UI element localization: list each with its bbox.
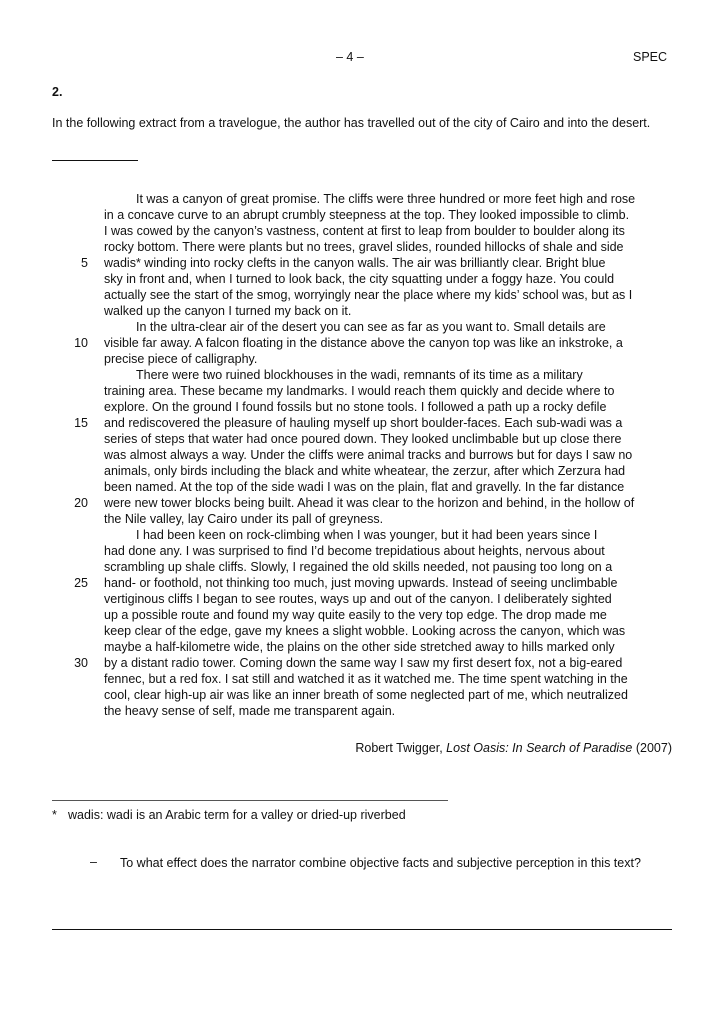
extract-line bbox=[52, 415, 682, 431]
line-text: hand- or foothold, not thinking too much, just moving upwards. Instead of seeing unclimbable bbox=[104, 576, 618, 590]
extract-line bbox=[52, 671, 682, 687]
line-number: 10 bbox=[74, 336, 88, 350]
extract-line bbox=[52, 655, 682, 671]
line-text: in a concave curve to an abrupt crumbly steepness at the top. They looked impossible to climb. bbox=[104, 208, 630, 222]
line-text: were new tower blocks being built. Ahead it was clear to the horizon and behind, in the hollow of bbox=[104, 496, 635, 510]
line-text: series of steps that water had once poured down. They looked unclimbable but up close there bbox=[104, 432, 622, 446]
extract-line bbox=[52, 527, 682, 543]
extract-line bbox=[52, 559, 682, 575]
extract-line bbox=[52, 447, 682, 463]
extract-line bbox=[52, 255, 682, 271]
line-text: been named. At the top of the side wadi I was on the plain, flat and gravelly. In the far distance bbox=[104, 480, 625, 494]
line-text: was almost always a way. Under the cliffs were animal tracks and burrows but for days I saw no bbox=[104, 448, 633, 462]
line-text: It was a canyon of great promise. The cliffs were three hundred or more feet high and rose bbox=[136, 192, 636, 206]
page-number: – 4 – bbox=[336, 50, 364, 64]
extract-line bbox=[52, 479, 682, 495]
extract-line bbox=[52, 495, 682, 511]
question-number: 2. bbox=[52, 85, 63, 99]
extract-line bbox=[52, 303, 682, 319]
line-text: visible far away. A falcon floating in the distance above the canyon top was like an inkstroke, a bbox=[104, 336, 623, 350]
extract-line bbox=[52, 511, 682, 527]
extract-line bbox=[52, 351, 682, 367]
intro-text: In the following extract from a travelogue, the author has travelled out of the city of Cairo and into the desert. bbox=[52, 116, 651, 130]
line-text: fennec, but a red fox. I sat still and watched it as it watched me. The time spent watching in the bbox=[104, 672, 628, 686]
answer-line bbox=[52, 929, 672, 930]
line-text: wadis* winding into rocky clefts in the canyon walls. The air was brilliantly clear. Bright blue bbox=[104, 256, 606, 270]
line-text: training area. These became my landmarks. I would reach them quickly and decide where to bbox=[104, 384, 615, 398]
spec-label: SPEC bbox=[633, 50, 668, 64]
footnote-divider bbox=[52, 800, 448, 801]
line-text: had done any. I was surprised to find I’d become trepidatious about heights, nervous about bbox=[104, 544, 605, 558]
extract-line bbox=[52, 335, 682, 351]
extract-text bbox=[52, 191, 682, 719]
extract-line bbox=[52, 287, 682, 303]
line-text: explore. On the ground I found fossils but no stone tools. I followed a path up a rocky defile bbox=[104, 400, 607, 414]
line-text: up a possible route and found my way quite easily to the very top edge. The drop made me bbox=[104, 608, 607, 622]
line-text: scrambling up shale cliffs. Slowly, I regained the old skills needed, not pausing too long on a bbox=[104, 560, 613, 574]
line-text: cool, clear high-up air was like an inner breath of some neglected part of me, which neutralized bbox=[104, 688, 628, 702]
extract-line bbox=[52, 239, 682, 255]
citation-year: (2007) bbox=[632, 741, 672, 755]
line-text: In the ultra-clear air of the desert you can see as far as you want to. Small details are bbox=[136, 320, 606, 334]
extract-line bbox=[52, 607, 682, 623]
extract-line bbox=[52, 623, 682, 639]
extract-line bbox=[52, 399, 682, 415]
extract-line bbox=[52, 191, 682, 207]
line-text: I was cowed by the canyon’s vastness, content at first to leap from boulder to boulder along its bbox=[104, 224, 625, 238]
extract-line bbox=[52, 319, 682, 335]
line-text: the Nile valley, lay Cairo under its pall of greyness. bbox=[104, 512, 384, 526]
line-text: rocky bottom. There were plants but no trees, gravel slides, rounded hillocks of shale and side bbox=[104, 240, 624, 254]
extract-line bbox=[52, 591, 682, 607]
line-text: by a distant radio tower. Coming down the same way I saw my first desert fox, not a big-eared bbox=[104, 656, 623, 670]
extract-line bbox=[52, 703, 682, 719]
line-text: actually see the start of the smog, worryingly near the place where my kids’ school was, but as I bbox=[104, 288, 633, 302]
extract-line bbox=[52, 207, 682, 223]
line-text: keep clear of the edge, gave my knees a slight wobble. Looking across the canyon, which was bbox=[104, 624, 626, 638]
citation-author: Robert Twigger, bbox=[355, 741, 447, 755]
question-dash: – bbox=[90, 855, 97, 869]
line-text: animals, only birds including the black and white wheatear, the zerzur, after which Zerzura had bbox=[104, 464, 626, 478]
line-text: I had been keen on rock-climbing when I was younger, but it had been years since I bbox=[136, 528, 598, 542]
line-number: 5 bbox=[81, 256, 88, 270]
line-number: 25 bbox=[74, 576, 88, 590]
line-text: There were two ruined blockhouses in the wadi, remnants of its time as a military bbox=[136, 368, 583, 382]
line-text: the heavy sense of self, made me transparent again. bbox=[104, 704, 396, 718]
extract-line bbox=[52, 463, 682, 479]
line-number: 20 bbox=[74, 496, 88, 510]
line-number: 30 bbox=[74, 656, 88, 670]
intro-divider bbox=[52, 160, 138, 161]
extract-line bbox=[52, 271, 682, 287]
question-prompt: To what effect does the narrator combine objective facts and subjective perception in this text? bbox=[120, 856, 641, 870]
line-text: sky in front and, when I turned to look back, the city squatting under a foggy haze. You could bbox=[104, 272, 615, 286]
citation-title: Lost Oasis: In Search of Paradise bbox=[446, 741, 633, 755]
extract-line bbox=[52, 543, 682, 559]
footnote-text: wadis: wadi is an Arabic term for a valley or dried-up riverbed bbox=[68, 808, 406, 822]
extract-line bbox=[52, 367, 682, 383]
line-text: maybe a half-kilometre wide, the plains on the other side stretched away to hills marked only bbox=[104, 640, 615, 654]
line-text: walked up the canyon I turned my back on it. bbox=[104, 304, 352, 318]
line-text: vertiginous cliffs I began to see routes, ways up and out of the canyon. I deliberately sighted bbox=[104, 592, 612, 606]
citation bbox=[330, 741, 672, 755]
footnote-marker: * bbox=[52, 808, 57, 822]
extract-line bbox=[52, 639, 682, 655]
extract-line bbox=[52, 687, 682, 703]
line-text: precise piece of calligraphy. bbox=[104, 352, 258, 366]
extract-line bbox=[52, 223, 682, 239]
line-number: 15 bbox=[74, 416, 88, 430]
extract-line bbox=[52, 383, 682, 399]
extract-line bbox=[52, 575, 682, 591]
line-text: and rediscovered the pleasure of hauling myself up short boulder-faces. Each sub-wadi was a bbox=[104, 416, 623, 430]
extract-line bbox=[52, 431, 682, 447]
